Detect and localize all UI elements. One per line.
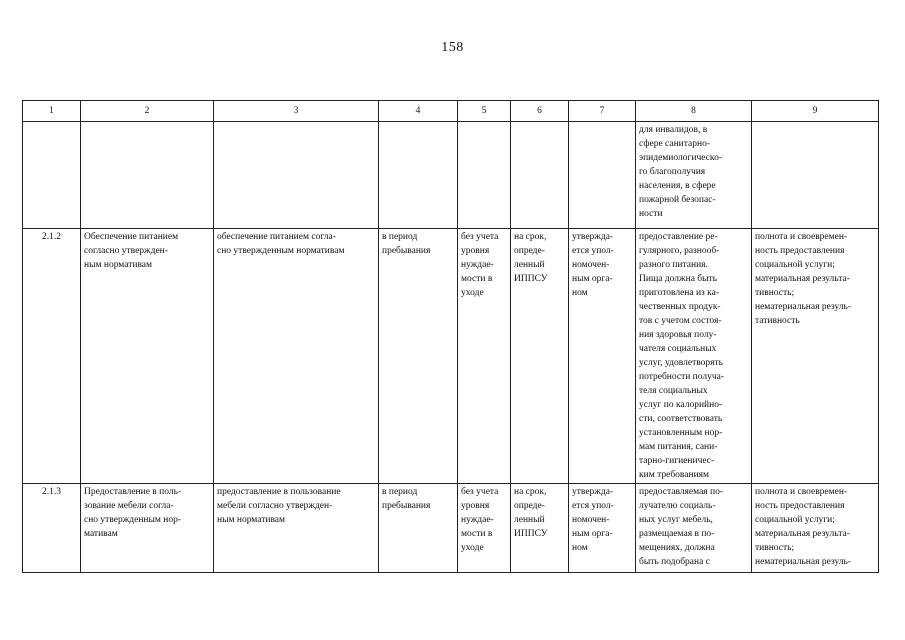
- service-term: на срок, опреде- ленный ИППСУ: [514, 487, 548, 539]
- service-name: Предоставление в поль- зование мебели согла- сно утвержденным нор- мативам: [84, 487, 182, 539]
- table-row: [23, 229, 879, 484]
- service-description: предоставление в пользование мебели согласно утвержден- ным нормативам: [217, 487, 341, 525]
- services-table: [22, 100, 879, 573]
- header-col-1: 1: [23, 101, 81, 122]
- table-row: [23, 122, 879, 229]
- table-row: [23, 484, 879, 573]
- header-col-7: 7: [569, 101, 636, 122]
- header-col-2: 2: [81, 101, 214, 122]
- service-term: на срок, опреде- ленный ИППСУ: [514, 232, 548, 284]
- service-number: 2.1.2: [42, 232, 61, 242]
- header-col-4: 4: [379, 101, 458, 122]
- service-number: 2.1.3: [42, 487, 61, 497]
- service-need-level: без учета уровня нуждае- мости в уходе: [461, 232, 499, 298]
- service-period: в период пребывания: [382, 232, 431, 256]
- service-period: в период пребывания: [382, 487, 431, 511]
- service-approval: утвержда- ется упол- номочен- ным орга- ном: [572, 487, 614, 553]
- service-standards: предоставление ре- гулярного, разнооб- разного питания. Пища должна быть приготовлена из ка- чественных продук- тов с учетом состоя- ния здоровья полу- чателя социальных услуг, удовлетворять потребности получа- теля социальных услуг по калорийно- сти, соответствовать установленным нор- мам питания, сани- тарно-гигиеничес- ким требованиям: [639, 232, 725, 480]
- header-col-5: 5: [458, 101, 511, 122]
- service-standards: предоставляемая по- лучателю социаль- ных услуг мебель, размещаемая в по- мещениях, должна быть подобрана с: [639, 487, 724, 567]
- header-col-3: 3: [214, 101, 379, 122]
- service-approval: утвержда- ется упол- номочен- ным орга- ном: [572, 232, 614, 298]
- service-description: обеспечение питанием согла- сно утвержденным нормативам: [217, 232, 345, 256]
- header-col-8: 8: [636, 101, 752, 122]
- service-quality: полнота и своевремен- ность предоставления социальной услуги; материальная результа- тивность; нематериальная резуль- тативность: [755, 232, 852, 326]
- service-standards: для инвалидов, в сфере санитарно- эпидемиологическо- го благополучия населения, в сфере пожарной безопас- ности: [639, 125, 722, 219]
- header-col-6: 6: [511, 101, 569, 122]
- header-row: [23, 101, 879, 122]
- header-col-9: 9: [752, 101, 879, 122]
- service-need-level: без учета уровня нуждае- мости в уходе: [461, 487, 499, 553]
- service-quality: полнота и своевремен- ность предоставления социальной услуги; материальная результа- тивность; нематериальная резуль-: [755, 487, 852, 567]
- service-name: Обеспечение питанием согласно утвержден- ным нормативам: [84, 232, 179, 270]
- page-number: 158: [441, 40, 464, 55]
